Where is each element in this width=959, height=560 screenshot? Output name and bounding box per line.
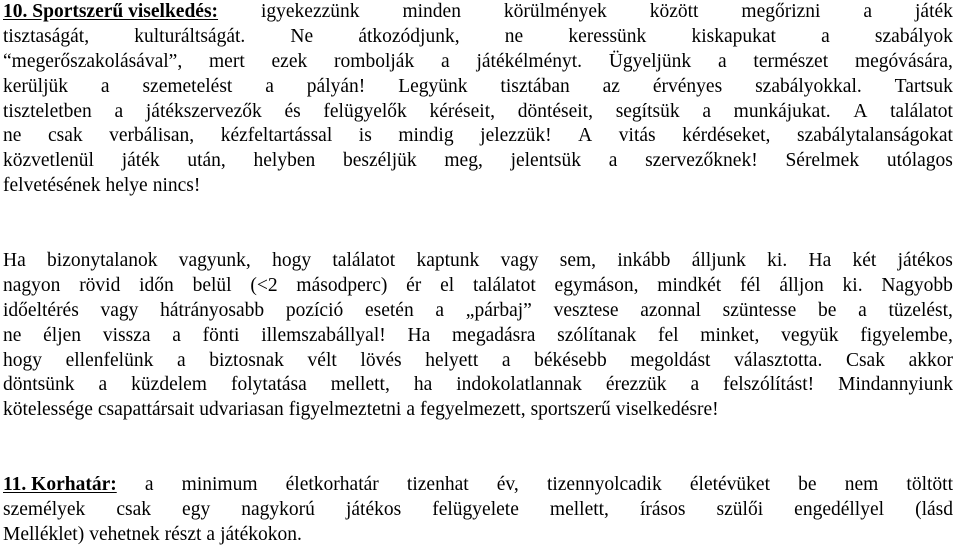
word: udvariasan [199,399,284,421]
word: helyben [253,150,316,172]
word: illemszabállyal! [261,324,386,346]
word: minden [402,1,461,22]
word: a [114,100,124,122]
word: viselkedésre! [615,399,719,421]
word: kézfeltartással [220,125,333,147]
word: nincs! [152,175,201,197]
word: is [358,125,372,147]
word: átkozódjunk, [358,25,460,47]
word: (<2 [250,274,278,296]
text-line [3,100,953,125]
text-line [3,398,953,423]
word: ér [406,274,422,296]
word: a [608,150,618,172]
word: minket, [700,324,760,346]
word: éljen [43,324,82,346]
word: életkorhatár [285,474,379,495]
word: töltött [906,474,953,495]
word: időn [139,274,174,296]
word: ki. [842,274,863,296]
word: találatot [472,274,536,296]
text-line [3,174,953,199]
word: megoldást [630,349,711,371]
word: felügyelete [432,498,519,520]
word: szüntesse [722,299,797,321]
word: segítsük [615,100,680,122]
word: jelezzük! [480,125,552,147]
word: ne [504,25,524,47]
text-line [3,249,953,274]
word: egy [182,498,211,520]
word: Ügyeljünk [608,50,692,72]
word: játék [915,1,953,22]
word: tüzelést, [888,299,953,321]
word: időeltérés [3,299,79,321]
word: rövid [79,274,121,296]
word: mert [209,50,245,72]
word: fegyelmezett, [420,399,526,421]
word: ezek [271,50,308,72]
word: nagyon [3,274,61,296]
word: Ha [407,324,431,346]
word: vesztese [553,299,619,321]
word: vegyük [781,324,839,346]
word: két [852,250,877,271]
text-line [3,299,953,324]
word: „párbaj” [465,299,532,321]
word: figyelmeztetni [288,399,402,421]
word: folytatása [230,374,307,396]
word: nagykorú [241,498,315,520]
word: vagy [500,250,539,271]
word: tisztaságát, [3,25,90,47]
word: pályán! [306,75,366,97]
word: vissza [102,324,151,346]
word: Ne [290,25,314,47]
word: játékokon. [220,523,302,545]
word: megadásra [452,324,536,346]
word: A [578,125,593,147]
word: esetén [364,299,414,321]
word: után, [187,150,226,172]
word: mellett, [549,498,609,520]
word: vehetnek [89,523,160,545]
word: engedéllyel [794,498,885,520]
section-11 [3,473,953,548]
word: természet [753,50,829,72]
word: a [858,299,867,321]
word: érezzük [605,374,667,396]
word: döntéseit, [517,100,593,122]
word: mindig [398,125,454,147]
word: a [863,1,873,22]
text-line [3,274,953,299]
section-heading: 11. Korhatár: [3,474,117,495]
word: Sérelmek [785,150,860,172]
word: a [172,324,181,346]
word: ne [3,324,22,346]
word: mellett, [330,374,390,396]
word: a [176,349,186,371]
word: találatot [332,250,396,271]
word: sportszerű [530,399,611,421]
word: egymáson, [554,274,639,296]
word: Mindannyiunk [838,374,953,396]
word: vitás [618,125,656,147]
word: A [853,100,868,122]
word: megőrizni [741,1,821,22]
word: szólítanak [557,324,637,346]
word: döntsünk [3,374,75,396]
text-line [3,373,953,398]
word: minimum [181,474,258,495]
word: szülői [716,498,764,520]
section-10 [3,0,953,199]
word: ne [3,125,22,147]
text-line [3,523,953,548]
text-line [3,324,953,349]
word: találatot [890,100,953,122]
word: tisztában [500,75,570,97]
word: a [98,374,108,396]
word: inkább [617,250,671,271]
word: rombolják [334,50,415,72]
word: el [440,274,455,296]
word: a [206,523,216,545]
word: kulturáltságát. [134,25,246,47]
word: álljon [779,274,824,296]
paragraph-unsure-hits [3,249,953,423]
text-line [3,473,953,498]
word: akkor [908,349,953,371]
word: Tartsuk [894,75,953,97]
text-line [3,149,953,174]
word: küzdelem [131,374,207,396]
word: lövés [360,349,402,371]
word: mindkét [657,274,722,296]
text-line [3,498,953,523]
word: felszólítást! [723,374,815,396]
word: hogy [272,250,312,271]
word: be [817,299,837,321]
word: szabályok [874,25,953,47]
word: körülmények [503,1,607,22]
word: a [821,25,830,47]
word: másodperc) [296,274,388,296]
text-line [3,124,953,149]
word: helyett [425,349,479,371]
word: szervezőknek! [645,150,758,172]
word: a [144,474,154,495]
word: sem, [559,250,597,271]
word: Nagyobb [881,274,953,296]
word: játék [121,150,160,172]
word: a [100,75,110,97]
word: verbálisan, [109,125,195,147]
word: álljunk [691,250,746,271]
word: fél [739,274,761,296]
word: érvényes [652,75,723,97]
word: szabályokkal. [755,75,862,97]
word: belül [192,274,232,296]
word: a [690,374,700,396]
word: a [717,50,727,72]
word: biztosnak [209,349,284,371]
word: csak [116,498,151,520]
word: életévüket [689,474,770,495]
word: megóvására, [854,50,953,72]
word: beszéljük [343,150,417,172]
word: felügyelők [323,100,407,122]
word: az [602,75,620,97]
word: Legyünk [398,75,468,97]
word: helye [105,175,148,197]
word: hátrányosabb [160,299,265,321]
word: vélt [307,349,337,371]
word: kerüljük [3,75,68,97]
word: jelentsük [510,150,581,172]
word: fönti [202,324,240,346]
word: részt [164,523,202,545]
word: szemetelést [142,75,233,97]
word: ha [413,374,433,396]
word: szabálytalanságokat [796,125,953,147]
word: meg, [444,150,483,172]
word: a [501,349,511,371]
word: év, [496,474,519,495]
word: Ha [808,250,832,271]
word: csak [47,125,83,147]
text-line [3,0,953,25]
word: figyelembe, [860,324,953,346]
word: a [441,50,450,72]
word: hogy [3,349,42,371]
word: fel [657,324,679,346]
text-line [3,75,953,100]
word: játékos [345,498,402,520]
text-line [3,50,953,75]
word: között [649,1,699,22]
word: Ha [3,250,26,271]
word: játékos [897,250,953,271]
word: tiszteletben [3,100,92,122]
word: közvetlenül [3,150,94,172]
word: a [265,75,274,97]
word: írásos [639,498,686,520]
word: a [435,299,445,321]
section-heading: 10. Sportszerű viselkedés: [3,1,219,22]
word: keressünk [568,25,647,47]
word: kötelessége [3,399,93,421]
word: a [406,399,416,421]
word: játékszervezők [145,100,262,122]
word: azonnal [640,299,701,321]
word: ellenfelünk [65,349,154,371]
text-line [3,349,953,374]
word: kéréseit, [429,100,495,122]
word: játékélményt. [476,50,583,72]
word: munkájukat. [733,100,831,122]
word: be [798,474,817,495]
word: választotta. [734,349,823,371]
word: indokolatlannak [456,374,582,396]
text-line [3,25,953,50]
word: békésebb [534,349,607,371]
word: pozíció [285,299,344,321]
word: vagyunk, [178,250,251,271]
word: csapattársait [97,399,195,421]
word: nem [844,474,879,495]
word: kaptunk [416,250,480,271]
word: bizonytalanok [47,250,158,271]
word: ki. [767,250,788,271]
word: utólagos [886,150,953,172]
word: Csak [845,349,885,371]
word: “megerőszakolásával”, [3,50,183,72]
word: felvetésének [3,175,101,197]
word: személyek [3,498,86,520]
word: Melléklet) [3,523,85,545]
word: kérdéseket, [682,125,771,147]
word: igyekezzünk [260,1,360,22]
word: vagy [100,299,139,321]
word: tizenhat [406,474,469,495]
word: és [284,100,301,122]
word: (lásd [915,498,953,520]
word: tizennyolcadik [546,474,662,495]
word: a [702,100,711,122]
word: kiskapukat [691,25,776,47]
